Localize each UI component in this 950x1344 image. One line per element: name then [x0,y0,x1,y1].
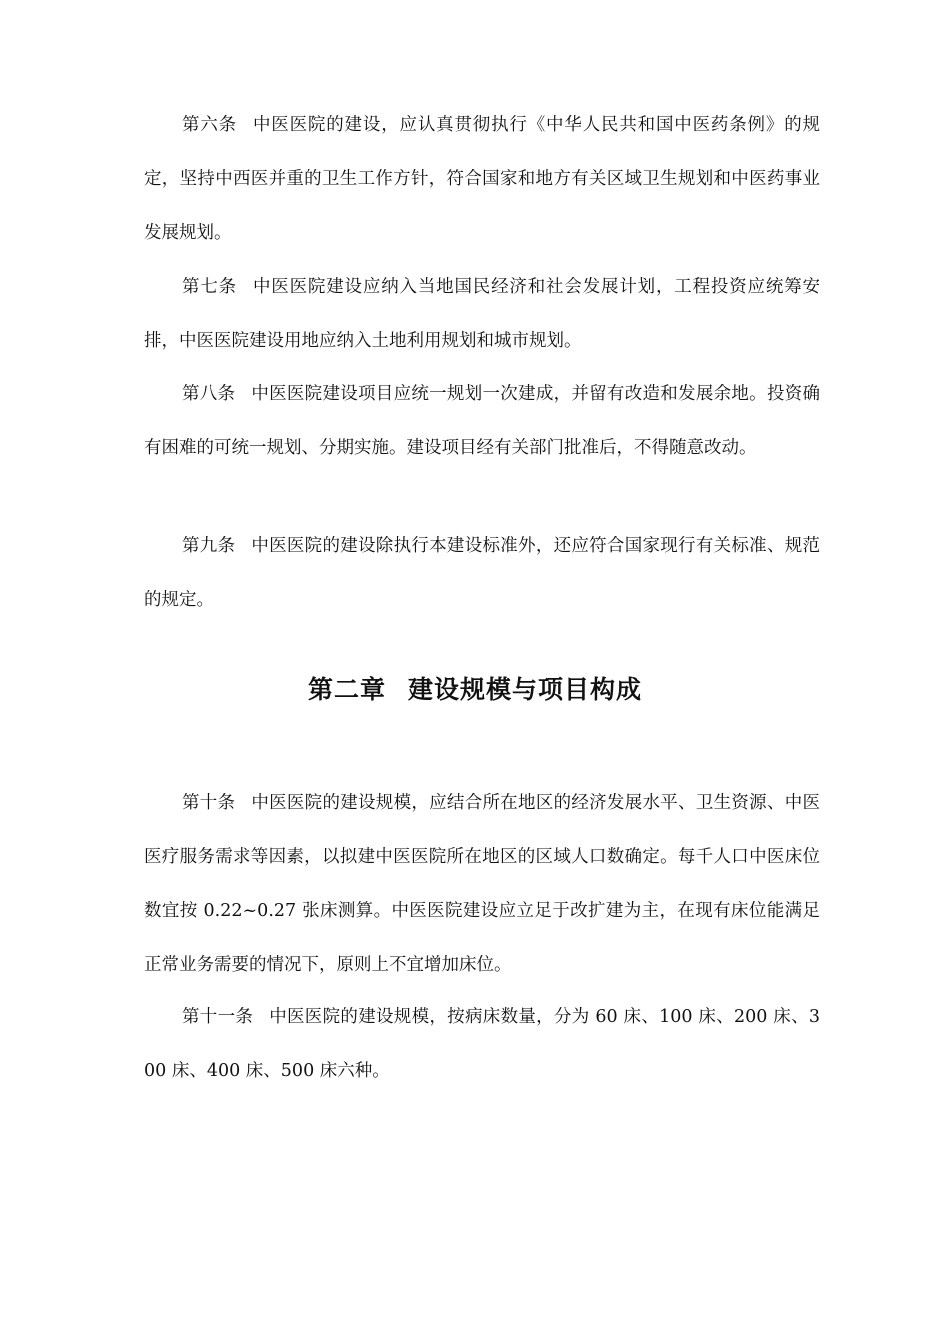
article-label: 第六条 [182,115,237,135]
article-label: 第九条 [182,536,236,556]
article-text: 中医医院建设项目应统一规划一次建成，并留有改造和发展余地。投资确有困难的可统一规划、分期实施。建设项目经有关部门批准后，不得随意改动。 [144,384,821,458]
article-7 [144,260,820,368]
article-label: 第十一条 [182,1007,254,1027]
article-9 [144,519,820,627]
article-6 [144,98,820,260]
chapter-number: 第二章 [307,675,386,704]
article-label: 第八条 [182,384,236,404]
article-text: 中医医院的建设，应认真贯彻执行《中华人民共和国中医药条例》的规定，坚持中西医并重的卫生工作方针，符合国家和地方有关区域卫生规划和中医药事业发展规划。 [144,115,821,243]
article-text: 中医医院的建设规模，按病床数量，分为 60 床、100 床、200 床、300 床、400 床、500 床六种。 [144,1007,820,1081]
article-text: 中医医院的建设规模，应结合所在地区的经济发展水平、卫生资源、中医医疗服务需求等因素，以拟建中医医院所在地区的区域人口数确定。每千人口中医床位数宜按 0.22~0.27 张床测算。中医医院建设应立足于改扩建为主，在现有床位能满足正常业务需要的情况下，原则上不宜增加床位。 [144,793,821,975]
article-11 [144,990,820,1098]
article-label: 第十条 [182,793,236,813]
chapter-heading [0,670,950,706]
article-8 [144,367,820,475]
article-text: 中医医院的建设除执行本建设标准外，还应符合国家现行有关标准、规范的规定。 [144,536,821,610]
article-text: 中医医院建设应纳入当地国民经济和社会发展计划，工程投资应统筹安排，中医医院建设用地应纳入土地利用规划和城市规划。 [144,277,821,351]
chapter-title-text: 建设规模与项目构成 [408,675,643,704]
article-10 [144,776,820,992]
article-label: 第七条 [182,277,237,297]
